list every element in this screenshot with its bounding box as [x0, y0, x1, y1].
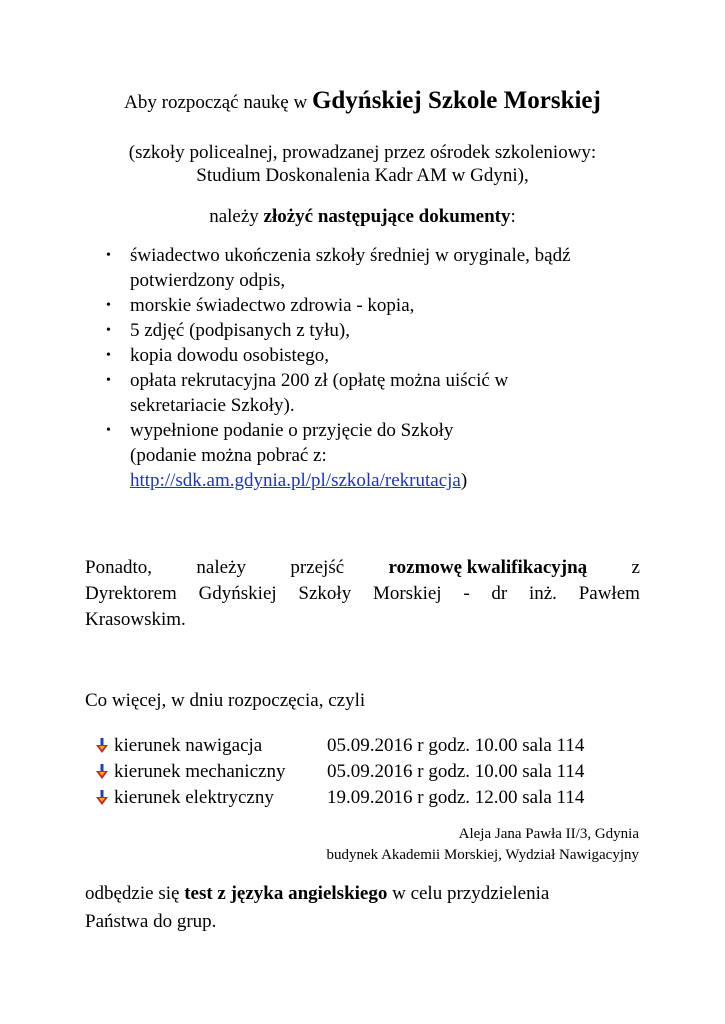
schedule-row	[92, 785, 652, 811]
arrow-bullet-icon	[92, 789, 112, 807]
address-line-1: Aleja Jana Pawła II/3, Gdynia	[458, 826, 639, 842]
bullet-icon: •	[106, 423, 111, 438]
interview-bold: rozmowę kwalifikacyjną	[388, 557, 588, 578]
school-name: Gdyńskiej Szkole Morskiej	[311, 87, 601, 114]
schedule-row	[92, 759, 652, 785]
interview-paragraph: Ponadto, należy przejść rozmowę kwalifikacyjną z Dyrektorem Gdyńskiej Szkoły Morskiej - dr inż. Pawłem Krasowskim.	[85, 557, 640, 630]
closing-bold: test z języka angielskiego	[184, 883, 388, 904]
bullet-icon: •	[106, 323, 111, 338]
list-item: • opłata rekrutacyjna 200 zł (opłatę można uiścić w sekretariacie Szkoły).	[106, 370, 509, 416]
bullet-icon: •	[106, 348, 111, 363]
schedule-course: kierunek elektryczny	[114, 787, 274, 808]
address-line-2: budynek Akademii Morskiej, Wydział Nawigacyjny	[326, 847, 639, 863]
subtitle-line-2: Studium Doskonalenia Kadr AM w Gdyni),	[196, 165, 529, 186]
recruitment-link[interactable]: http://sdk.am.gdynia.pl/pl/szkola/rekrutacja	[130, 470, 461, 491]
list-item: • wypełnione podanie o przyjęcie do Szkoły (podanie można pobrać z: http://sdk.am.gdynia.pl/pl/szkola/rekrutacja)	[106, 420, 468, 491]
heading	[0, 86, 725, 118]
bullet-icon: •	[106, 298, 111, 313]
documents-intro-bold: złożyć następujące dokumenty	[263, 206, 511, 227]
arrow-bullet-icon	[92, 737, 112, 755]
list-item: • kopia dowodu osobistego,	[106, 345, 329, 366]
schedule-course: kierunek nawigacja	[114, 735, 263, 756]
arrow-bullet-icon	[92, 763, 112, 781]
schedule-intro: Co więcej, w dniu rozpoczęcia, czyli	[85, 690, 366, 711]
documents-intro: należy złożyć następujące dokumenty:	[209, 206, 516, 227]
list-item: • 5 zdjęć (podpisanych z tyłu),	[106, 320, 351, 341]
schedule-course: kierunek mechaniczny	[114, 761, 286, 782]
list-item: • świadectwo ukończenia szkoły średniej w oryginale, bądź potwierdzony odpis,	[106, 245, 571, 291]
schedule-details: 05.09.2016 r godz. 10.00 sala 114	[327, 761, 585, 782]
schedule-list	[92, 733, 652, 811]
heading-prefix: Aby rozpocząć naukę w	[124, 92, 312, 113]
documents-list	[104, 243, 664, 493]
closing-paragraph: odbędzie się test z języka angielskiego w celu przydzielenia Państwa do grup.	[85, 883, 550, 932]
bullet-icon: •	[106, 373, 111, 388]
schedule-details: 05.09.2016 r godz. 10.00 sala 114	[327, 735, 585, 756]
bullet-icon: •	[106, 248, 111, 263]
list-item: • morskie świadectwo zdrowia - kopia,	[106, 295, 415, 316]
subtitle-line-1: (szkoły policealnej, prowadzanej przez ośrodek szkoleniowy:	[128, 142, 597, 163]
schedule-row	[92, 733, 652, 759]
schedule-details: 19.09.2016 r godz. 12.00 sala 114	[327, 787, 585, 808]
